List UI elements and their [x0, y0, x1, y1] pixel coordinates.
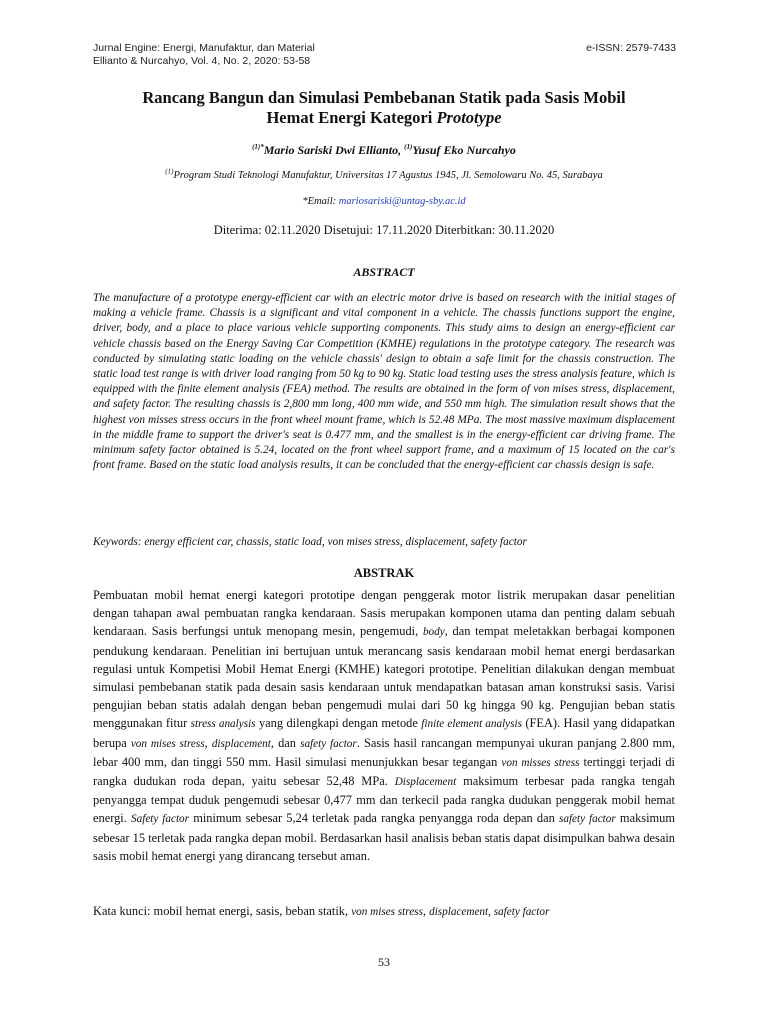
- keywords-indonesian: [93, 904, 675, 919]
- abstract-body: The manufacture of a prototype energy-efficient car with an electric motor drive is based on research with the initial stages of making a vehicle frame. Chassis is a significant and vital component in a vehicle. The chassis functions support the engine, driver, body, and a place to place various vehicle supporting components. This study aims to design an energy-efficient car vehicle chassis based on the Energy Saving Car Competition (KMHE) regulations in the prototype category. The research was conducted by simulating static loading on the vehicle chassis' design to obtain a safe limit for the chassis construction. The static load test range is with driver load ranging from 50 kg to 90 kg. Static load testing uses the stress analysis feature, which is equipped with the finite element analysis (FEA) method. The results are obtained in the form of von mises stress, displacement, and safety factor. The resulting chassis is 2,800 mm long, 400 mm wide, and 550 mm high. The simulation result shows that the highest von misses stress occurs in the front wheel mount frame, which is 52.48 MPa. The most massive maximum displacement in the middle frame to support the driver's seat is 0.477 mm, and the smallest is in the energy-efficient car driving frame. The minimum safety factor obtained is 5.24, located on the front wheel support frame, and a maximum of 15 located on the car's front frame. Based on the static load analysis results, it can be concluded that the energy-efficient car chassis design is safe.: [93, 292, 675, 472]
- publication-dates: Diterima: 02.11.2020 Disetujui: 17.11.2020 Diterbitkan: 30.11.2020: [213, 223, 555, 237]
- abstrak-text: ,: [204, 735, 212, 750]
- author-2-sup: (1): [404, 143, 413, 151]
- abstrak-italic-term: displacement: [211, 737, 271, 750]
- abstrak-text: tertinggi terjadi di rangka dudukan roda depan, yaitu sebesar 52,48 MPa.: [93, 754, 675, 789]
- abstrak-text: (FEA). Hasil yang didapatkan berupa: [93, 716, 675, 750]
- abstrak-text: , dan: [270, 735, 301, 750]
- affiliation-text: Program Studi Teknologi Manufaktur, Universitas 17 Agustus 1945, Jl. Semolowaru No. 45, Surabaya: [173, 170, 603, 181]
- email-label: *Email:: [302, 196, 339, 207]
- abstrak-text: maksimum sebesar 15 terletak pada rangka depan mobil. Berdasarkan hasil analisis beban statis dapat disimpulkan bahwa desain sasis mobil hemat energi yang dirancang tersebut aman.: [93, 811, 676, 863]
- running-header: [93, 42, 676, 68]
- abstrak-italic-term: finite element analysis: [421, 718, 522, 731]
- affiliation-sup: (1): [165, 167, 174, 176]
- abstrak-italic-term: von mises stress: [130, 737, 205, 750]
- email-link[interactable]: mariosariski@untag-sby.ac.id: [338, 196, 466, 207]
- affiliation: [60, 167, 708, 181]
- kata-kunci-italic: von mises stress: [351, 906, 423, 918]
- author-1-name: Mario Sariski Dwi Ellianto,: [263, 143, 405, 157]
- abstrak-text: Pembuatan mobil hemat energi kategori prototipe dengan penggerak motor listrik merupakan dasar penelitian dengan tahapan awal pembuatan rangka kendaraan. Sasis merupakan komponen utama dan penting dalam sebuah kendaraan. Sasis berfungsi untuk menopang mesin, pengemudi,: [93, 588, 675, 639]
- paper-title: [90, 88, 678, 128]
- abstrak-italic-term: body: [422, 626, 445, 639]
- abstrak-text: . Sasis hasil rancangan mempunyai ukuran panjang 2.800 mm, lebar 400 mm, dan tinggi 550 mm. Hasil simulasi menunjukkan besar tegangan: [93, 735, 676, 769]
- abstrak-italic-term: von misses stress: [501, 756, 580, 769]
- title-line-2: [90, 108, 678, 128]
- kata-kunci-italic: displacement, safety factor: [429, 906, 550, 918]
- abstrak-italic-term: Safety factor: [131, 813, 190, 826]
- kata-kunci-text: Kata kunci: mobil hemat energi, sasis, beban statik,: [93, 904, 352, 918]
- abstrak-heading: ABSTRAK: [353, 566, 415, 580]
- abstrak-body: [93, 586, 675, 865]
- kata-kunci-text: ,: [422, 904, 430, 918]
- citation-line: Ellianto & Nurcahyo, Vol. 4, No. 2, 2020: 53-58: [93, 55, 311, 67]
- corresponding-email: [90, 196, 678, 207]
- author-1-sup: (1)*: [252, 143, 264, 151]
- abstrak-text: , dan tempat meletakkan berbagai komponen pendukung kendaraan. Penelitian ini bertujuan untuk merancang sasis kendaraan mobil hemat energi berdasarkan regulasi untuk Kompetisi Mobil Hemat Energi (KMHE) kategori prototipe. Penelitian dilakukan dengan membuat simulasi pembebanan statik pada desain sasis kendaraan untuk mendapatkan batasan aman konstruksi sasis. Varisi pengujian beban statis adalah dengan beban pengemudi mulai dari 50 kg hingga 90 kg. Pengujian beban statis menggunakan fitur: [93, 624, 676, 731]
- author-2-name: Yusuf Eko Nurcahyo: [412, 143, 516, 157]
- abstrak-text: maksimum terbesar pada rangka tengah penyangga tempat duduk pengemudi sebesar 0,477 mm dan terkecil pada rangka dudukan penggerak mobil hemat energi.: [93, 774, 675, 826]
- journal-issn: e-ISSN: 2579-7433: [586, 42, 676, 54]
- title-line-1: Rancang Bangun dan Simulasi Pembebanan Statik pada Sasis Mobil: [142, 88, 626, 107]
- journal-name: Jurnal Engine: Energi, Manufaktur, dan Material: [93, 42, 315, 54]
- abstrak-italic-term: safety factor: [559, 813, 616, 826]
- keywords-english: Keywords: energy efficient car, chassis, static load, von mises stress, displacement, safety factor: [93, 536, 527, 548]
- abstrak-text: yang dilengkapi dengan metode: [255, 716, 422, 731]
- title-line-2-text: Hemat Energi Kategori: [266, 108, 437, 127]
- title-line-2-italic: Prototype: [436, 108, 502, 127]
- abstract-heading: ABSTRACT: [353, 265, 415, 279]
- author-list: [90, 143, 678, 158]
- abstrak-italic-term: Displacement: [394, 776, 457, 789]
- abstrak-text: minimum sebesar 5,24 terletak pada rangka penyangga roda depan dan: [189, 811, 559, 826]
- page-number: 53: [378, 955, 390, 969]
- abstrak-italic-term: stress analysis: [190, 718, 256, 731]
- abstrak-italic-term: safety factor: [300, 737, 357, 750]
